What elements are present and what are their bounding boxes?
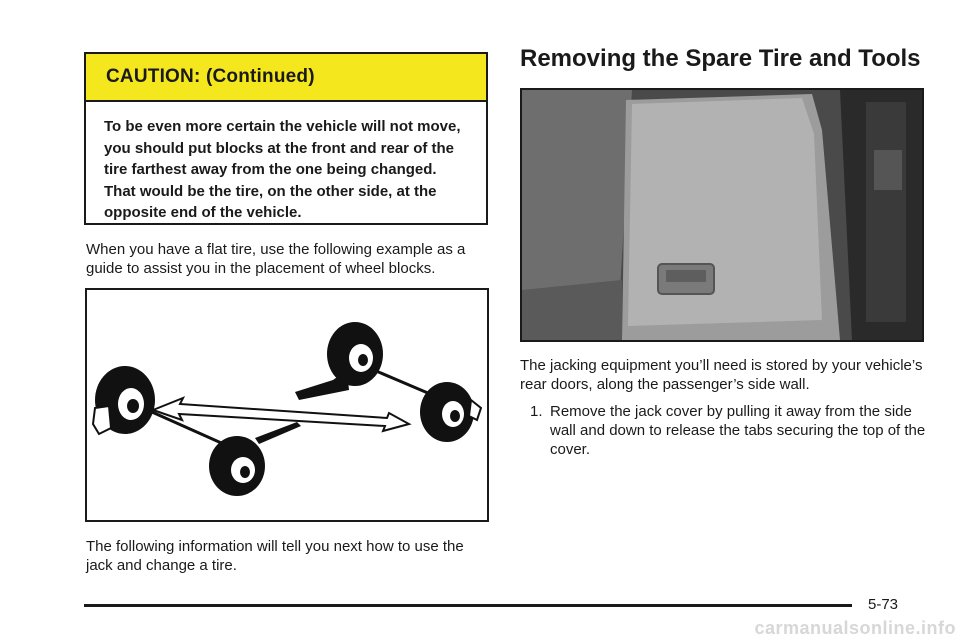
step-number: 1. bbox=[530, 403, 543, 420]
page-number: 5-73 bbox=[868, 596, 899, 613]
tire-rear-left bbox=[93, 366, 155, 434]
wheel-blocks-intro: When you have a flat tire, use the following example as a guide to assist you in the placement of wheel blocks. bbox=[86, 241, 466, 277]
tire-rear-right bbox=[327, 322, 383, 386]
wheel-blocks-diagram bbox=[85, 288, 489, 522]
section-title: Removing the Spare Tire and Tools bbox=[520, 45, 921, 72]
step-1 bbox=[530, 402, 930, 459]
footer-rule bbox=[84, 604, 852, 607]
caution-body: To be even more certain the vehicle will not move, you should put blocks at the front and rear of the tire farthest away from the one being changed. That would be the tire, on the other side, at the opposite end of the vehicle. bbox=[104, 118, 461, 221]
tire-front-left bbox=[209, 436, 265, 496]
step-text: Remove the jack cover by pulling it away from the side wall and down to release the tabs securing the top of the cover. bbox=[550, 403, 926, 458]
caution-title: CAUTION: (Continued) bbox=[86, 54, 486, 102]
caution-box bbox=[84, 52, 488, 225]
jacking-equipment-text: The jacking equipment you’ll need is stored by your vehicle’s rear doors, along the passenger’s side wall. bbox=[520, 357, 923, 393]
tire-front-right bbox=[420, 382, 481, 442]
watermark-text: carmanualsonline.info bbox=[754, 618, 956, 638]
jack-cover-photo bbox=[522, 90, 922, 340]
wheel-blocks-illustration bbox=[87, 290, 487, 520]
jack-info-text: The following information will tell you next how to use the jack and change a tire. bbox=[86, 538, 464, 574]
spare-tire-photo bbox=[520, 88, 924, 342]
